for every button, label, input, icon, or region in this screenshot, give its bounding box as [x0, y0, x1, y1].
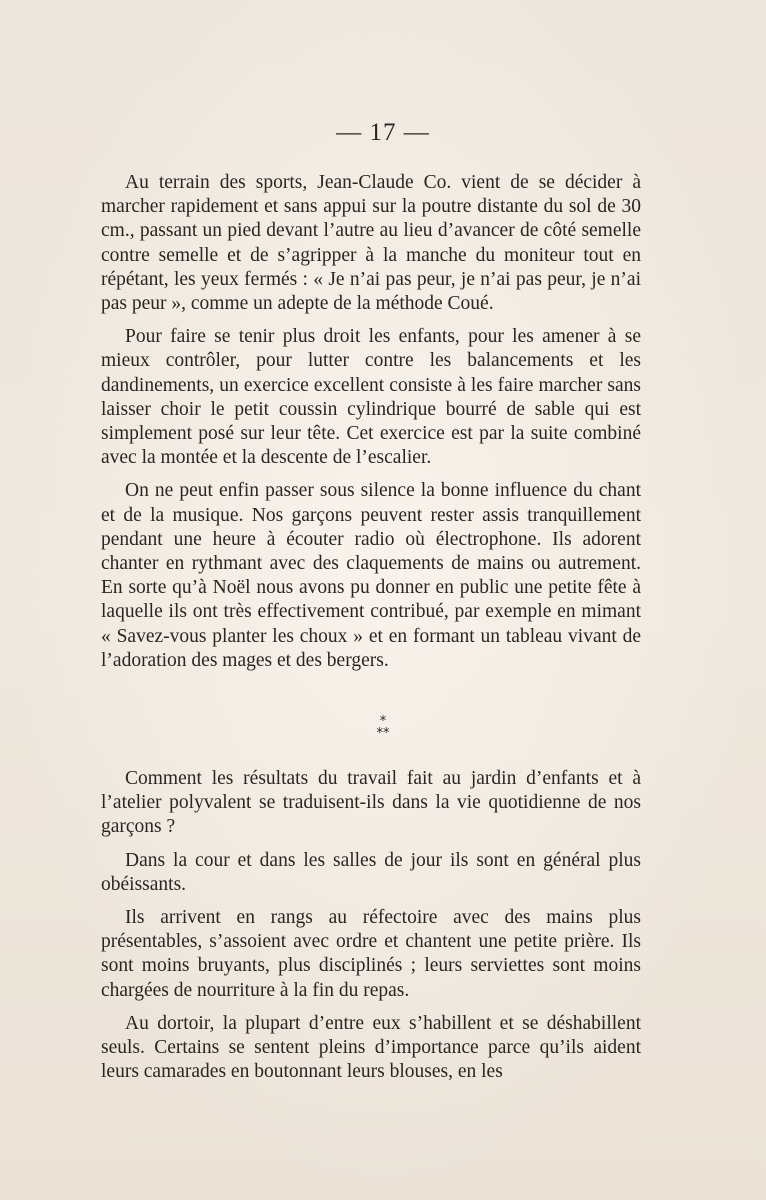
paragraph: Dans la cour et dans les salles de jour ils sont en général plus obéissants. — [101, 849, 641, 895]
paragraph: Pour faire se tenir plus droit les enfants, pour les amener à se mieux contrôler, pour lutter contre les balancements et les dandinements, un exercice excellent consiste à les faire marcher sans laisser choir le petit coussin cylindrique bourré de sable qui est simplement posé sur leur tête. Cet exercice est par la suite combiné avec la montée et la descente de l’escalier. — [101, 326, 641, 469]
asterism-separator — [0, 716, 766, 740]
paragraph: On ne peut enfin passer sous silence la bonne influence du chant et de la musique. Nos garçons peuvent rester assis tranquillement pendant une heure à écouter radio où électrophone. Ils adorent chanter en rythmant avec des claquements de mains ou autrement. En sorte qu’à Noël nous avons pu donner en public une petite fête à laquelle ils ont très effectivement contribué, par exemple en mimant « Savez-vous planter les choux » et en formant un tableau vivant de l’adoration des mages et des bergers. — [101, 480, 641, 671]
paragraph: Au dortoir, la plupart d’entre eux s’habillent et se déshabillent seuls. Certains se sentent pleins d’importance parce qu’ils aident leurs camarades en boutonnant leurs blouses, en les — [101, 1012, 641, 1083]
text-section-2 — [101, 767, 641, 1093]
text-section-1 — [101, 171, 641, 682]
paragraph: Au terrain des sports, Jean-Claude Co. vient de se décider à marcher rapidement et sans appui sur la poutre distante du sol de 30 cm., passant un pied devant l’autre au lieu d’avancer de côté semelle contre semelle et de s’agripper à la manche du moniteur tout en répétant, les yeux fermés : « Je n’ai pas peur, je n’ai pas peur, je n’ai pas peur », comme un adepte de la méthode Coué. — [101, 172, 641, 315]
page-number: — 17 — — [336, 119, 430, 146]
asterism-top: * — [379, 714, 387, 729]
asterism-bottom: ** — [376, 726, 390, 741]
paragraph: Comment les résultats du travail fait au jardin d’enfants et à l’atelier polyvalent se traduisent-ils dans la vie quotidienne de nos garçons ? — [101, 768, 641, 838]
paragraph: Ils arrivent en rangs au réfectoire avec des mains plus présentables, s’assoient avec ordre et chantent une petite prière. Ils sont moins bruyants, plus disciplinés ; leurs serviettes sont moins chargées de nourriture à la fin du repas. — [101, 907, 641, 1001]
